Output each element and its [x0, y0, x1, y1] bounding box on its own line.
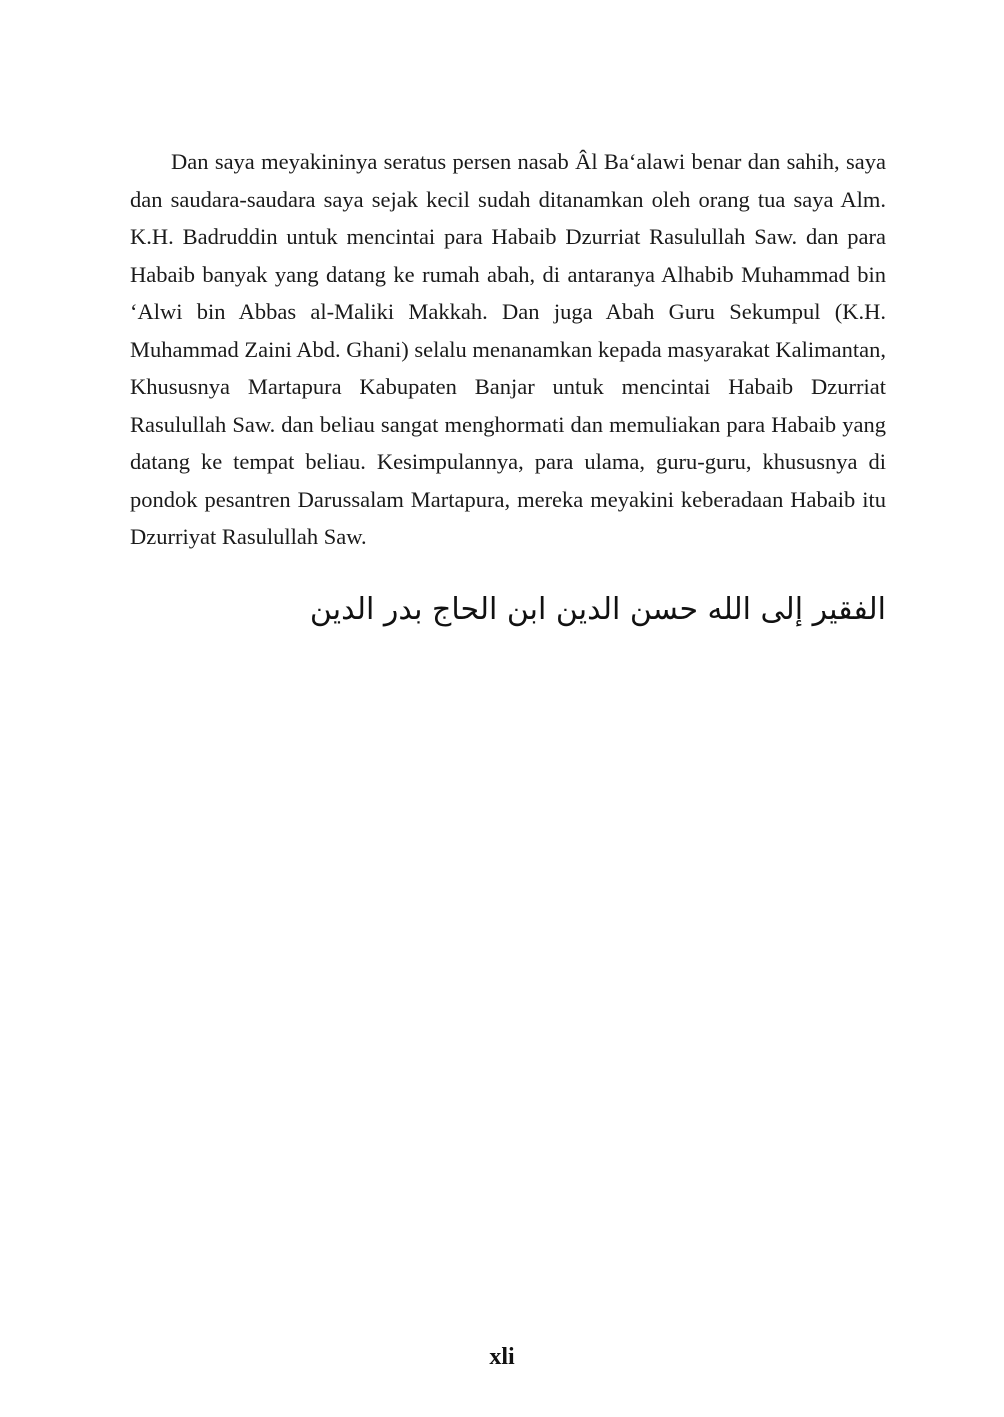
arabic-signature-line: الفقير إلى الله حسن الدين ابن الحاج بدر الدين [309, 592, 886, 627]
body-paragraph: Dan saya meyakininya seratus persen nasab Âl Ba‘alawi benar dan sahih, saya dan saudara-saudara saya sejak kecil sudah ditanamkan oleh orang tua saya Alm. K.H. Badruddin untuk mencintai para Habaib Dzurriat Rasulullah Saw. dan para Habaib banyak yang datang ke rumah abah, di antaranya Alhabib Muhammad bin ‘Alwi bin Abbas al-Maliki Makkah. Dan juga Abah Guru Sekumpul (K.H. Muhammad Zaini Abd. Ghani) selalu menanamkan kepada masyarakat Kalimantan, Khususnya Martapura Kabupaten Banjar untuk mencintai Habaib Dzurriat Rasulullah Saw. dan beliau sangat menghormati dan memuliakan para Habaib yang datang ke tempat beliau. Kesimpulannya, para ulama, guru-guru, khususnya di pondok pesantren Darussalam Martapura, mereka meyakini keberadaan Habaib itu Dzurriyat Rasulullah Saw. [130, 149, 887, 549]
page-number: xli [489, 1344, 515, 1370]
